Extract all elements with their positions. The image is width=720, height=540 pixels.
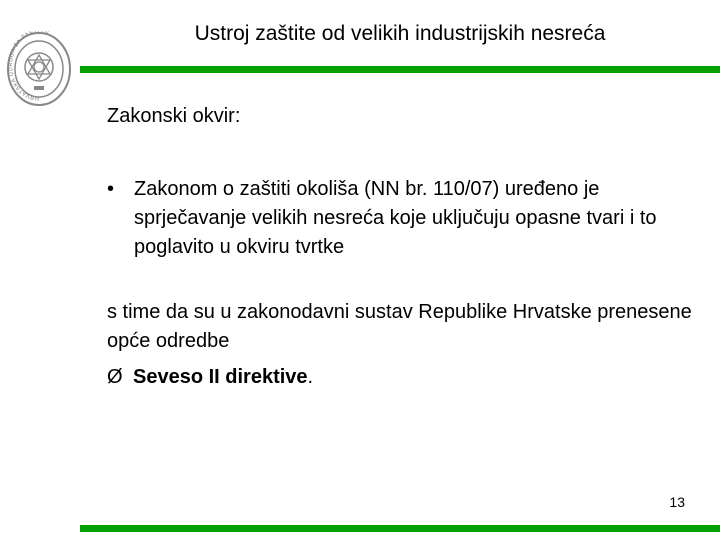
bullet-text: Zakonom o zaštiti okoliša (NN br. 110/07) uređeno je sprječavanje velikih nesreća koje uključuju opasne tvari i to poglavito u okviru tvrtke bbox=[134, 178, 657, 258]
footer-rule bbox=[80, 525, 720, 532]
organization-seal-icon bbox=[6, 31, 72, 107]
arrow-item-period: . bbox=[307, 366, 314, 388]
body-paragraph: s time da su u zakonodavni sustav Republike Hrvatske prenesene opće odredbe bbox=[107, 301, 692, 352]
slide-title: Ustroj zaštite od velikih industrijskih nesreća bbox=[194, 22, 606, 45]
title-underline bbox=[80, 66, 720, 73]
title-underline-bar bbox=[80, 66, 720, 73]
arrow-bullet-icon: Ø bbox=[107, 366, 123, 388]
footer-rule-bar bbox=[80, 525, 720, 532]
bullet-marker: • bbox=[107, 178, 115, 200]
section-heading: Zakonski okvir: bbox=[107, 105, 241, 127]
directive-name: Seveso II direktive bbox=[133, 366, 308, 388]
organization-logo bbox=[6, 31, 72, 107]
bullet-item bbox=[107, 175, 707, 262]
page-number: 13 bbox=[669, 494, 685, 510]
logo-ring-text: HRVATSKA UDRUGA ZA ZAŠTITU bbox=[8, 31, 50, 102]
arrow-item bbox=[107, 363, 313, 392]
